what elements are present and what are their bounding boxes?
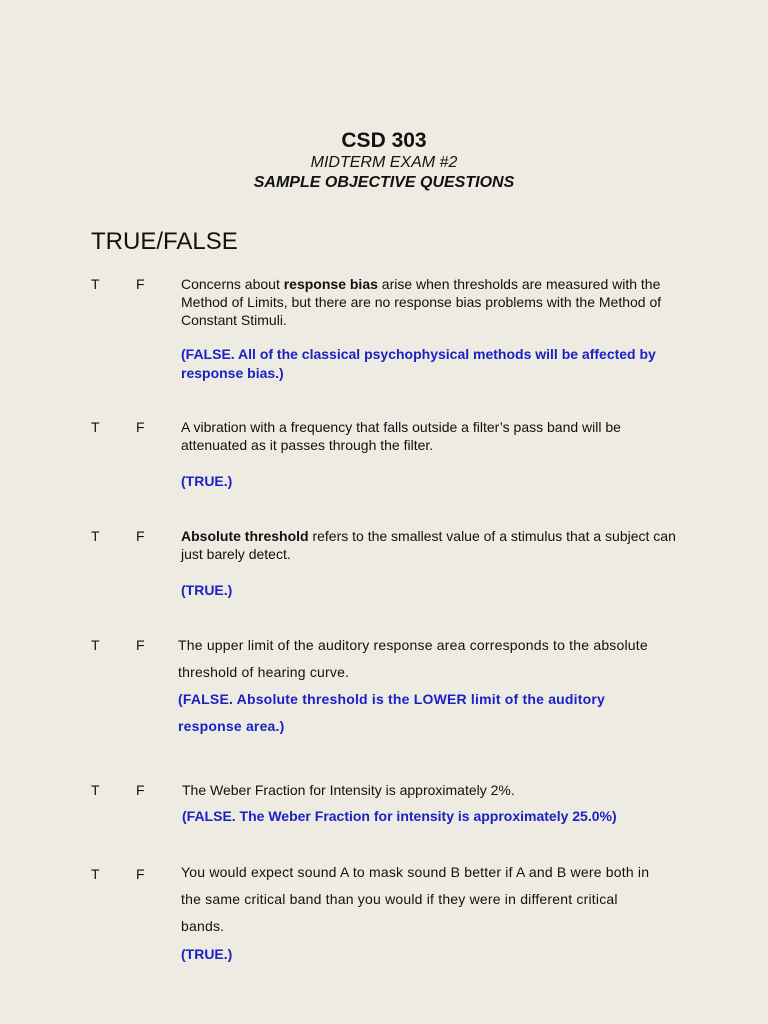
document-subtitle: SAMPLE OBJECTIVE QUESTIONS [253, 174, 515, 191]
answer-text: (FALSE. The Weber Fraction for intensity is approximately 25.0%) [182, 808, 617, 824]
question-text: A vibration with a frequency that falls outside a filter’s pass band will be attenuated as it passes through the filter. [181, 419, 621, 453]
true-mark: T [91, 637, 100, 653]
true-mark: T [91, 782, 100, 798]
course-title: CSD 303 [341, 129, 427, 152]
question-text [181, 275, 681, 329]
question-text-part: refers to the smallest value of a stimulus that a subject can just barely detect. [181, 528, 676, 562]
false-mark: F [136, 866, 145, 882]
answer-text: (TRUE.) [181, 582, 233, 598]
question-text-part: arise when thresholds are measured with the Method of Limits, but there are no response bias problems with the Method of Constant Stimuli. [181, 276, 662, 328]
question-text: The Weber Fraction for Intensity is approximately 2%. [182, 782, 515, 798]
answer-text: (TRUE.) [181, 473, 233, 489]
true-mark: T [91, 528, 100, 544]
false-mark: F [136, 637, 145, 653]
section-heading: TRUE/FALSE [91, 228, 238, 255]
false-mark: F [136, 528, 145, 544]
false-mark: F [136, 276, 145, 292]
question-text [181, 527, 681, 563]
answer-text: (FALSE. Absolute threshold is the LOWER limit of the auditory response area.) [178, 691, 606, 734]
answer-text: (TRUE.) [181, 946, 233, 962]
true-mark: T [91, 276, 100, 292]
false-mark: F [136, 419, 145, 435]
answer-text: (FALSE. All of the classical psychophysical methods will be affected by response bias.) [181, 346, 656, 381]
true-mark: T [91, 866, 100, 882]
question-key-term: response bias [283, 276, 378, 292]
question-text: You would expect sound A to mask sound B better if A and B were both in the same critical band than you would if they were in different critical bands. [181, 864, 650, 934]
false-mark: F [136, 782, 145, 798]
true-mark: T [91, 419, 100, 435]
question-text-part: Concerns about [181, 276, 284, 292]
exam-title: MIDTERM EXAM #2 [310, 154, 458, 171]
question-key-term: Absolute threshold [181, 528, 309, 544]
question-text: The upper limit of the auditory response area corresponds to the absolute threshold of hearing curve. [178, 637, 648, 680]
